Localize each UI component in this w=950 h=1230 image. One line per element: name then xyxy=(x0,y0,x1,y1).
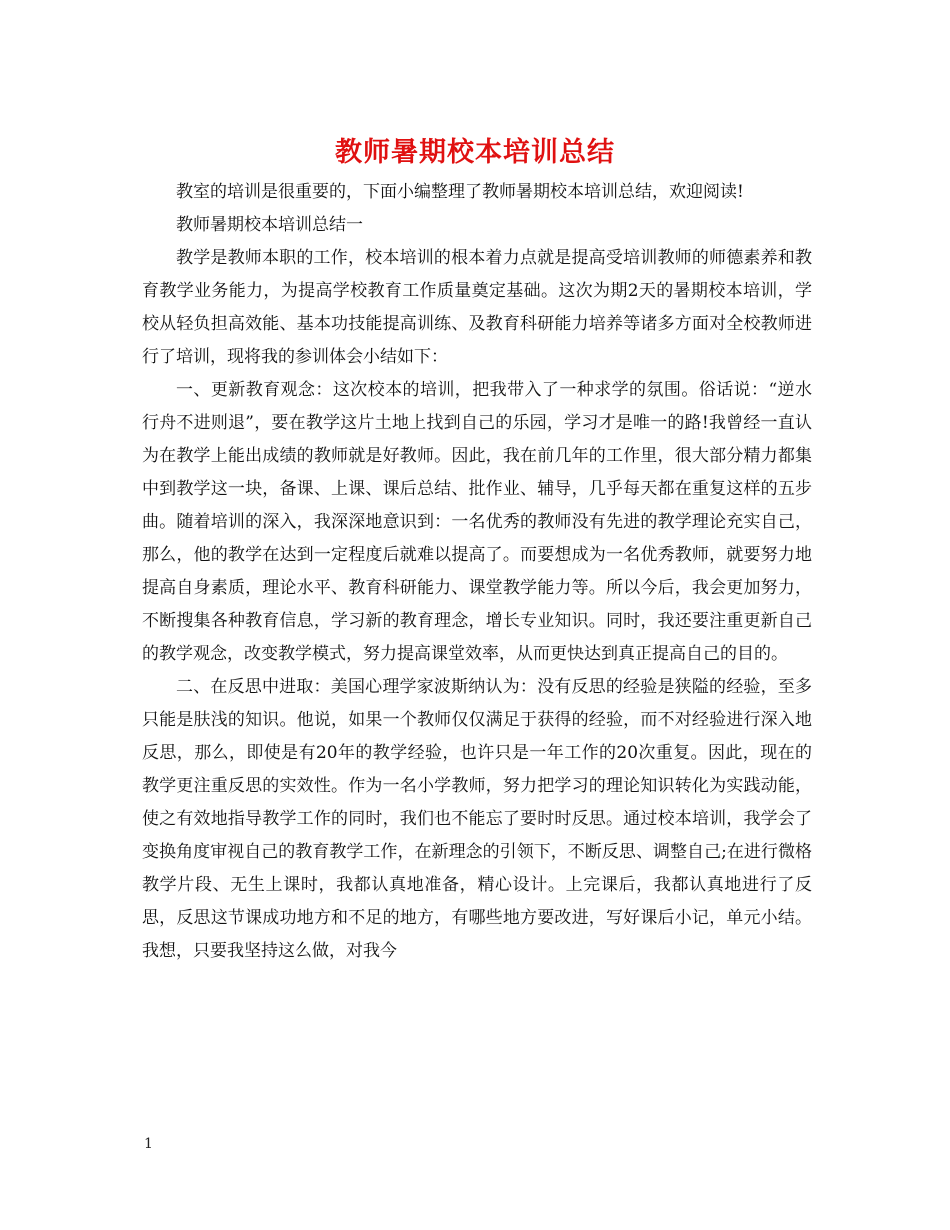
body-paragraph: 二、在反思中进取：美国心理学家波斯纳认为：没有反思的经验是狭隘的经验，至多只能是肤浅的知识。他说，如果一个教师仅仅满足于获得的经验，而不对经验进行深入地反思，那么，即使是有20年的教学经验，也许只是一年工作的20次重复。因此，现在的教学更注重反思的实效性。作为一名小学教师，努力把学习的理论知识转化为实践动能，使之有效地指导教学工作的同时，我们也不能忘了要时时反思。通过校本培训，我学会了变换角度审视自己的教育教学工作，在新理念的引领下，不断反思、调整自己;在进行微格教学片段、无生上课时，我都认真地准备，精心设计。上完课后，我都认真地进行了反思，反思这节课成功地方和不足的地方，有哪些地方要改进，写好课后小记，单元小结。我想，只要我坚持这么做，对我今 xyxy=(142,677,812,961)
page-number: 1 xyxy=(144,1136,153,1152)
body-paragraph: 一、更新教育观念：这次校本的培训，把我带入了一种求学的氛围。俗话说：“逆水行舟不进则退”，要在教学这片土地上找到自己的乐园，学习才是唯一的路!我曾经一直认为在教学上能出成绩的教师就是好教师。因此，我在前几年的工作里，很大部分精力都集中到教学这一块，备课、上课、课后总结、批作业、辅导，几乎每天都在重复这样的五步曲。随着培训的深入，我深深地意识到：一名优秀的教师没有先进的教学理论充实自己，那么，他的教学在达到一定程度后就难以提高了。而要想成为一名优秀教师，就要努力地提高自身素质，理论水平、教育科研能力、课堂教学能力等。所以今后，我会更加努力，不断搜集各种教育信息，学习新的教育理念，增长专业知识。同时，我还要注重更新自己的教学观念，改变教学模式，努力提高课堂效率，从而更快达到真正提高自己的目的。 xyxy=(142,380,812,664)
body-paragraph: 教学是教师本职的工作，校本培训的根本着力点就是提高受培训教师的师德素养和教育教学业务能力，为提高学校教育工作质量奠定基础。这次为期2天的暑期校本培训，学校从轻负担高效能、基本功技能提高训练、及教育科研能力培养等诸多方面对全校教师进行了培训，现将我的参训体会小结如下： xyxy=(142,248,812,367)
section-heading: 教师暑期校本培训总结一 xyxy=(176,215,363,235)
intro-paragraph: 教室的培训是很重要的，下面小编整理了教师暑期校本培训总结，欢迎阅读! xyxy=(176,182,744,202)
document-body xyxy=(142,176,812,968)
document-title: 教师暑期校本培训总结 xyxy=(335,137,615,168)
